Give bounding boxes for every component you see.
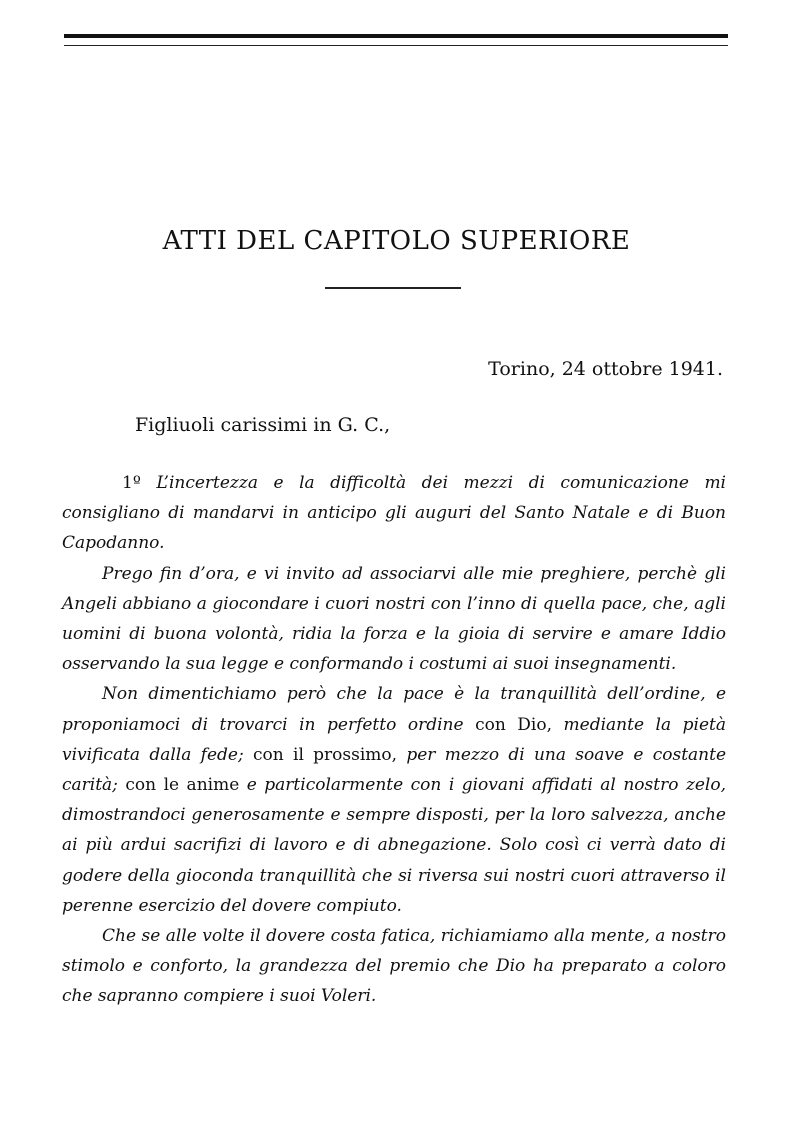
letter-body	[62, 468, 726, 1012]
salutation: Figliuoli carissimi in G. C.,	[135, 414, 391, 436]
top-rule	[64, 34, 728, 38]
paragraph-3	[62, 679, 726, 921]
paragraph-3-part4: con il prossimo,	[253, 744, 398, 765]
paragraph-3-part1: Non dimentichiamo però che la pace è la tranquillità dell’ordine, e proponiamoci di trovarci in perfetto ordine	[62, 684, 726, 735]
paragraph-3-part6: con le anime	[125, 775, 240, 796]
paragraph-3-part5: per mezzo di una soave e costante carità;	[62, 744, 726, 796]
paragraph-2: Prego fin d’ora, e vi invito ad associarvi alle mie preghiere, perchè gli Angeli abbiano a giocondare i cuori nostri con l’inno di quella pace, che, agli uomini di buona volontà, ridia la forza e la gioia di servire e amare Iddio osservando la sua legge e conformando i costumi ai suoi insegnamenti.	[62, 563, 726, 675]
paragraph-3-part2: con Dio,	[475, 714, 553, 735]
paragraph-4: Che se alle volte il dovere costa fatica, richiamiamo alla mente, a nostro stimolo e conforto, la grandezza del premio che Dio ha preparato a coloro che sapranno compiere i suoi Voleri.	[62, 926, 726, 1007]
top-rule-thin	[64, 45, 728, 46]
paragraph-1	[62, 468, 726, 559]
paragraph-3-part7: e particolarmente con i giovani affidati al nostro zelo, dimostrandoci generosamente e sempre disposti, per la loro salvezza, anche ai più ardui sacrifizi di lavoro e di abnegazione. Solo così ci verrà dato di godere della gioconda tranquillità che si riversa sui nostri cuori attraverso il perenne esercizio del dovere compiuto.	[62, 775, 726, 916]
paragraph-number: 1º	[122, 473, 141, 493]
paragraph-1-text: L’incertezza e la difficoltà dei mezzi di comunicazione mi consigliano di mandarvi in anticipo gli auguri del Santo Natale e di Buon Capodanno.	[62, 473, 726, 554]
title-divider	[325, 287, 461, 289]
dateline: Torino, 24 ottobre 1941.	[488, 358, 723, 380]
page-title: ATTI DEL CAPITOLO SUPERIORE	[162, 226, 631, 256]
paragraph-3-part3: mediante la pietà vivificata dalla fede;	[62, 714, 726, 765]
